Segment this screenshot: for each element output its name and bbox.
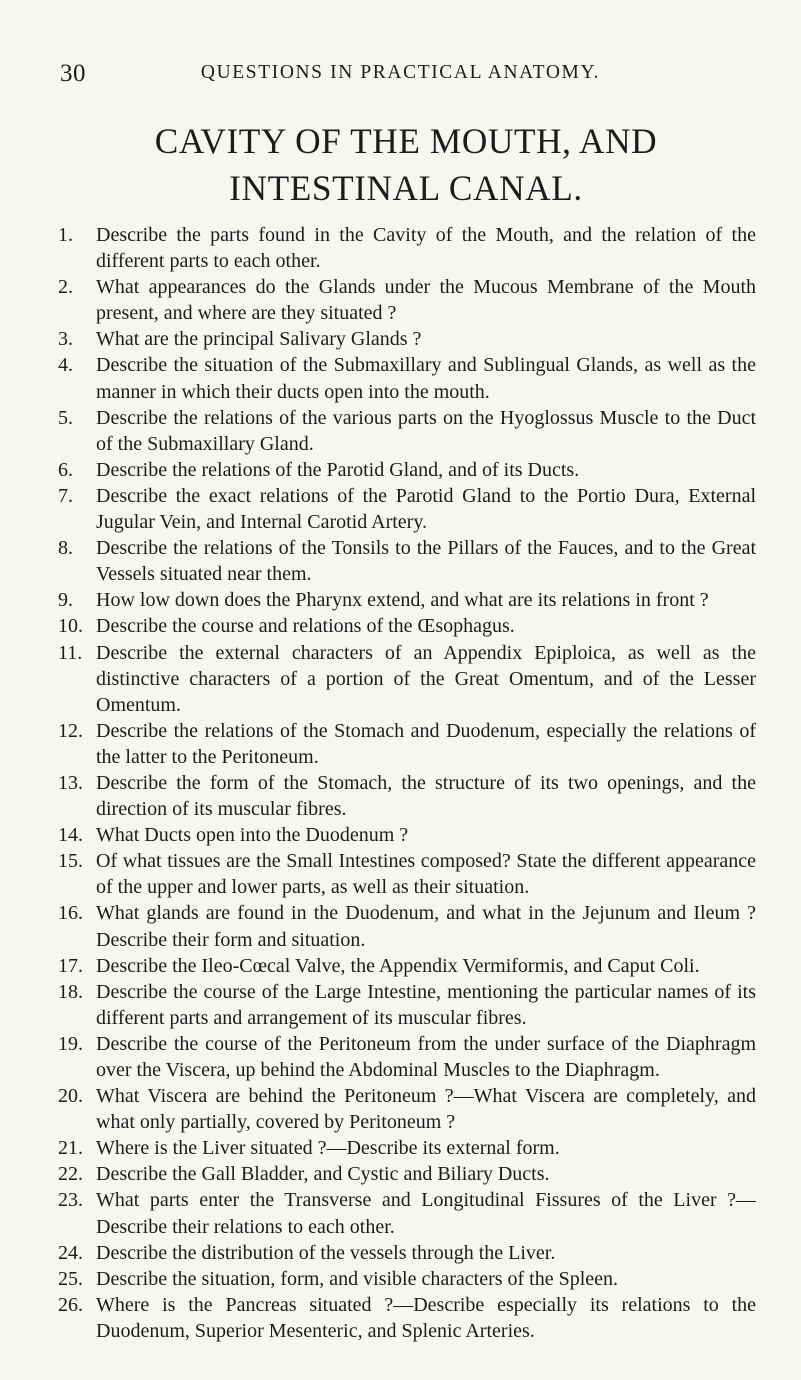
- question-text: Describe the situation, form, and visible characters of the Spleen.: [96, 1267, 619, 1290]
- question-text: Describe the Ileo-Cœcal Valve, the Appendix Vermiformis, and Caput Coli.: [96, 954, 700, 977]
- question-text: Describe the external characters of an Appendix Epiploica, as well as the distinctive characters of a portion of the Great Omentum, and of the Lesser Omentum.: [96, 641, 756, 716]
- question-item: [58, 1240, 756, 1266]
- question-number: 12.: [58, 719, 83, 742]
- question-number: 10.: [58, 615, 83, 638]
- question-item: [58, 1135, 756, 1161]
- question-item: [58, 613, 756, 639]
- question-number: 7.: [58, 484, 73, 507]
- question-text: Describe the Gall Bladder, and Cystic and Biliary Ducts.: [96, 1163, 550, 1186]
- question-number: 22.: [58, 1163, 83, 1186]
- question-number: 17.: [58, 954, 83, 977]
- question-item: [58, 1266, 756, 1292]
- question-text: Describe the course and relations of the Œsophagus.: [96, 615, 515, 638]
- question-text: Describe the course of the Peritoneum from the under surface of the Diaphragm over the Viscera, up behind the Abdominal Muscles to the Diaphragm.: [96, 1032, 756, 1081]
- question-text: Describe the situation of the Submaxillary and Sublingual Glands, as well as the manner in which their ducts open into the mouth.: [96, 354, 756, 403]
- question-item: [58, 222, 756, 274]
- question-text: What appearances do the Glands under the Mucous Membrane of the Mouth present, and where are they situated ?: [96, 276, 756, 325]
- question-item: [58, 1292, 756, 1344]
- question-number: 11.: [58, 641, 83, 664]
- question-text: Describe the relations of the Stomach and Duodenum, especially the relations of the latter to the Peritoneum.: [96, 719, 756, 768]
- question-item: [58, 822, 756, 848]
- question-item: [58, 953, 756, 979]
- question-number: 18.: [58, 980, 83, 1003]
- question-item: [58, 274, 756, 326]
- question-number: 4.: [58, 354, 73, 377]
- question-number: 1.: [58, 224, 73, 246]
- question-number: 21.: [58, 1137, 83, 1160]
- question-item: [58, 326, 756, 352]
- running-head: QUESTIONS IN PRACTICAL ANATOMY.: [200, 62, 601, 83]
- question-item: [58, 718, 756, 770]
- question-number: 23.: [58, 1189, 83, 1212]
- question-item: [58, 1187, 756, 1239]
- question-item: [58, 352, 756, 404]
- question-text: What are the principal Salivary Glands ?: [96, 328, 422, 351]
- question-number: 6.: [58, 458, 73, 481]
- question-text: Describe the relations of the various parts on the Hyoglossus Muscle to the Duct of the Submaxillary Gland.: [96, 406, 756, 455]
- question-number: 5.: [58, 406, 73, 429]
- question-number: 20.: [58, 1085, 83, 1108]
- question-list: [58, 222, 756, 1344]
- question-item: [58, 1083, 756, 1135]
- question-text: Describe the form of the Stomach, the structure of its two openings, and the direction of its muscular fibres.: [96, 771, 756, 821]
- question-item: [58, 535, 756, 587]
- question-item: [58, 640, 756, 718]
- question-text: How low down does the Pharynx extend, and what are its relations in front ?: [96, 589, 709, 612]
- question-number: 15.: [58, 850, 83, 873]
- question-item: [58, 848, 756, 900]
- question-number: 9.: [58, 589, 73, 612]
- question-text: Describe the parts found in the Cavity of the Mouth, and the relation of the different parts to each other.: [96, 224, 756, 273]
- question-number: 2.: [58, 276, 73, 299]
- question-text: What glands are found in the Duodenum, and what in the Jejunum and Ileum ? Describe their form and situation.: [96, 902, 756, 951]
- question-number: 25.: [58, 1267, 83, 1290]
- question-text: Describe the exact relations of the Parotid Gland to the Portio Dura, External Jugular Vein, and Internal Carotid Artery.: [96, 484, 756, 534]
- question-item: [58, 979, 756, 1031]
- question-number: 26.: [58, 1293, 83, 1316]
- question-item: [58, 457, 756, 483]
- question-number: 13.: [58, 771, 83, 794]
- question-text: Where is the Liver situated ?—Describe its external form.: [96, 1137, 560, 1160]
- question-item: [58, 587, 756, 613]
- page-number: 30: [60, 60, 86, 87]
- question-item: [58, 483, 756, 535]
- question-text: What Viscera are behind the Peritoneum ?—What Viscera are completely, and what only partially, covered by Peritoneum ?: [96, 1085, 756, 1134]
- question-number: 14.: [58, 824, 83, 847]
- question-item: [58, 405, 756, 457]
- question-text: Describe the course of the Large Intestine, mentioning the particular names of its different parts and arrangement of its muscular fibres.: [96, 980, 756, 1029]
- question-number: 8.: [58, 537, 73, 560]
- question-text: Describe the relations of the Tonsils to the Pillars of the Fauces, and to the Great Vessels situated near them.: [96, 537, 756, 586]
- question-item: [58, 1031, 756, 1083]
- question-text: Describe the relations of the Parotid Gland, and of its Ducts.: [96, 458, 580, 481]
- question-text: What Ducts open into the Duodenum ?: [96, 824, 409, 847]
- question-item: [58, 1161, 756, 1187]
- section-title: CAVITY OF THE MOUTH, AND INTESTINAL CANAL.: [154, 121, 658, 208]
- question-text: What parts enter the Transverse and Longitudinal Fissures of the Liver ?—Describe their relations to each other.: [96, 1189, 756, 1238]
- question-number: 24.: [58, 1241, 83, 1264]
- question-text: Of what tissues are the Small Intestines composed? State the different appearance of the upper and lower parts, as well as their situation.: [96, 850, 756, 899]
- question-number: 3.: [58, 328, 73, 351]
- page-header: [0, 58, 801, 90]
- question-item: [58, 900, 756, 952]
- question-text: Where is the Pancreas situated ?—Describe especially its relations to the Duodenum, Superior Mesenteric, and Splenic Arteries.: [96, 1293, 756, 1342]
- question-number: 16.: [58, 902, 83, 925]
- question-text: Describe the distribution of the vessels through the Liver.: [96, 1241, 556, 1264]
- question-item: [58, 770, 756, 822]
- question-number: 19.: [58, 1032, 83, 1055]
